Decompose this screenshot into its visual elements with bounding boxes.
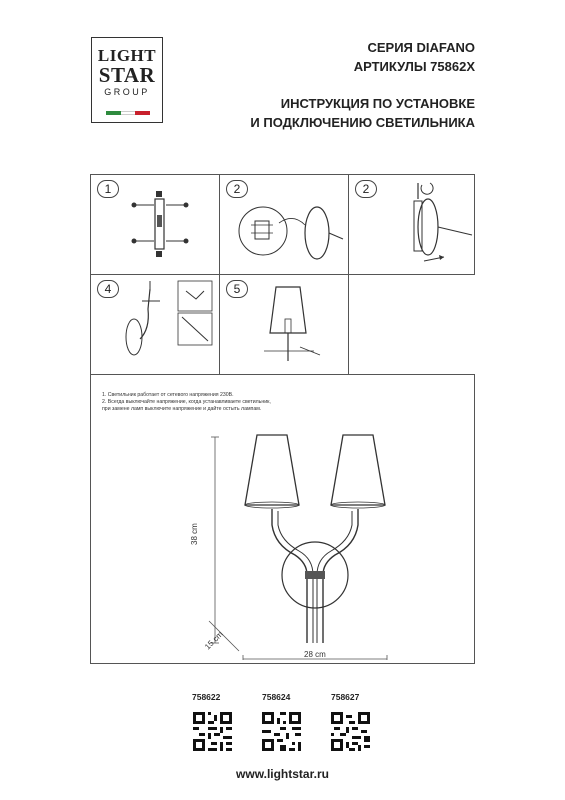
step-number-4: 4 bbox=[97, 280, 119, 298]
depth-dimension-label: 15 cm bbox=[203, 629, 225, 652]
article-code-3: 758627 bbox=[331, 692, 360, 702]
step-panel-5 bbox=[219, 274, 349, 375]
instruction-title-line2: И ПОДКЛЮЧЕНИЮ СВЕТИЛЬНИКА bbox=[250, 115, 475, 130]
note-line2: 2. Всегда выключайте напряжение, когда устанавливаете светильник, bbox=[102, 399, 271, 405]
step-panel-4 bbox=[90, 274, 220, 375]
articles-title: АРТИКУЛЫ 75862X bbox=[353, 59, 475, 74]
series-title: СЕРИЯ DIAFANO bbox=[367, 40, 475, 55]
shade-installation-illustration bbox=[250, 281, 340, 371]
note-line3: при замене ламп выключите напряжение и дайте остыть лампам. bbox=[102, 406, 262, 412]
wall-lamp-drawing bbox=[195, 425, 425, 660]
logo-line3: GROUP bbox=[104, 87, 150, 97]
height-dimension-label: 38 cm bbox=[190, 523, 199, 545]
step-number-5: 5 bbox=[226, 280, 248, 298]
step-panel-1 bbox=[90, 174, 220, 275]
step-number-2: 2 bbox=[226, 180, 248, 198]
step-number-3: 2 bbox=[355, 180, 377, 198]
mounting-bracket-illustration bbox=[126, 185, 196, 265]
width-dimension-label: 28 cm bbox=[304, 650, 326, 659]
qr-code-icon bbox=[262, 712, 301, 751]
note-line1: 1. Светильник работает от сетевого напряжения 230В. bbox=[102, 392, 234, 398]
fastening-illustration bbox=[384, 179, 474, 271]
article-code-2: 758624 bbox=[262, 692, 291, 702]
logo-line2: STAR bbox=[98, 63, 156, 87]
logo-line1: LIGHT bbox=[97, 46, 157, 65]
qr-code-icon bbox=[193, 712, 232, 751]
qr-code-icon bbox=[331, 712, 370, 751]
brand-logo bbox=[91, 37, 163, 123]
step-panel-2 bbox=[219, 174, 349, 275]
step-panel-3 bbox=[348, 174, 475, 275]
wiring-connection-illustration bbox=[235, 193, 345, 268]
step-number-1: 1 bbox=[97, 180, 119, 198]
website-link[interactable]: www.lightstar.ru bbox=[236, 767, 329, 781]
assembly-illustration bbox=[116, 279, 216, 371]
instruction-title-line1: ИНСТРУКЦИЯ ПО УСТАНОВКЕ bbox=[280, 96, 475, 111]
italian-flag-icon bbox=[106, 102, 150, 106]
article-code-1: 758622 bbox=[192, 692, 221, 702]
